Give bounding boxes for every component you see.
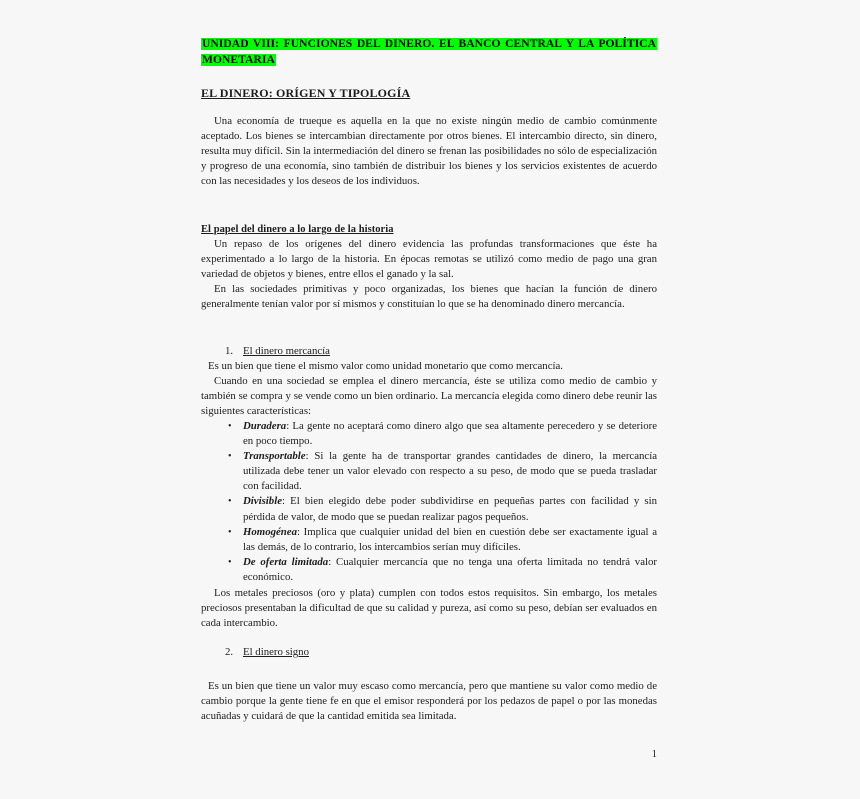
list-item-text: : La gente no aceptará como dinero algo que sea altamente perecedero y se deteriore en poco tiempo.: [243, 420, 657, 448]
bullet-dot-icon: •: [228, 421, 232, 432]
paragraph-mismo-valor: Es un bien que tiene el mismo valor como unidad monetario que como mercancía.: [208, 360, 563, 372]
list-item: [201, 449, 657, 494]
paragraph-repaso: Un repaso de los orígenes del dinero evidencia las profundas transformaciones que éste ha experimentado a lo largo de la historia. En épocas remotas se utilizó como medio de pago una gran variedad de objetos y bienes, entre ellos el ganado y la sal.: [201, 238, 657, 281]
list-item-text: : Si la gente ha de transportar grandes cantidades de dinero, la mercancía utilizada debe tener un valor elevado con respecto a su peso, de modo que se pueda trasladar con facilidad.: [243, 450, 657, 493]
list-item-text: : Cualquier mercancía que no tenga una oferta limitada no tendrá valor económico.: [243, 555, 657, 583]
list-item: [201, 525, 657, 555]
list-item-text: : Implica que cualquier unidad del bien en cuestión debe ser exactamente igual a las demás, de lo contrario, los intercambios serían muy difíciles.: [243, 525, 657, 553]
list-item-term: Divisible: [243, 495, 282, 508]
numbered-item-label: El dinero signo: [243, 646, 309, 658]
numbered-item-label: El dinero mercancía: [243, 345, 330, 357]
numbered-item-dinero-signo: [225, 645, 309, 660]
document-title: [201, 36, 657, 68]
list-item-term: Transportable: [243, 450, 306, 463]
list-item-text: : El bien elegido debe poder subdividirse en pequeñas partes con facilidad y sin pérdida de valor, de modo que se puedan realizar pagos pequeños.: [243, 495, 657, 523]
list-item-term: Homogénea: [243, 525, 297, 538]
document-title-highlight: UNIDAD VIII: FUNCIONES DEL DINERO. EL BANCO CENTRAL Y LA POLÍTICA MONETARIA: [202, 38, 656, 66]
list-item-term: De oferta limitada: [243, 555, 329, 568]
bullet-dot-icon: •: [228, 496, 232, 508]
bullet-dot-icon: •: [228, 526, 232, 538]
characteristics-list: [201, 419, 657, 585]
bullet-dot-icon: •: [228, 451, 232, 463]
paragraph-trueque: Una economía de trueque es aquella en la que no existe ningún medio de cambio comúnmente aceptado. Los bienes se intercambian directamente por otros bienes. El intercambio directo, sin dinero, resulta muy difícil. Sin la intermediación del dinero se frenan las posibilidades no sólo de especialización y progreso de una economía, sino también de distribuir los bienes y los servicios existentes de acuerdo con las necesidades y los deseos de los individuos.: [201, 115, 657, 188]
document-page: [201, 0, 657, 799]
page-number: 1: [651, 749, 657, 760]
numbered-item-dinero-mercancia: [225, 344, 330, 359]
paragraph-metales-preciosos: Los metales preciosos (oro y plata) cumplen con todos estos requisitos. Sin embargo, los metales preciosos presentaban la dificultad de que su calidad y pureza, así como su peso, debían ser evaluados en cada intercambio.: [201, 587, 657, 630]
section-heading-el-dinero: EL DINERO: ORÍGEN Y TIPOLOGÍA: [201, 86, 411, 100]
numbered-item-number: 2.: [225, 646, 234, 658]
list-item: [201, 555, 657, 585]
bullet-dot-icon: •: [228, 556, 232, 568]
list-item: [201, 494, 657, 524]
paragraph-cuando-sociedad: Cuando en una sociedad se emplea el dinero mercancía, éste se utiliza como medio de cambio y también se compra y se vende como un bien ordinario. La mercancía elegida como dinero debe reunir las siguientes características:: [201, 375, 657, 418]
paragraph-dinero-signo: Es un bien que tiene un valor muy escaso como mercancía, pero que mantiene su valor como medio de cambio porque la gente tiene fe en que el emisor responderá por los pedazos de papel o por las monedas acuñadas y cuidará de que la cantidad emitida sea limitada.: [201, 680, 657, 723]
list-item-term: Duradera: [243, 420, 287, 432]
list-item: [201, 419, 657, 449]
subheading-papel-del-dinero: El papel del dinero a lo largo de la historia: [201, 224, 394, 235]
paragraph-sociedades-primitivas: En las sociedades primitivas y poco organizadas, los bienes que hacían la función de dinero generalmente tenían valor por sí mismos y constituían lo que se ha denominado dinero mercancía.: [201, 283, 657, 311]
numbered-item-number: 1.: [225, 345, 234, 357]
